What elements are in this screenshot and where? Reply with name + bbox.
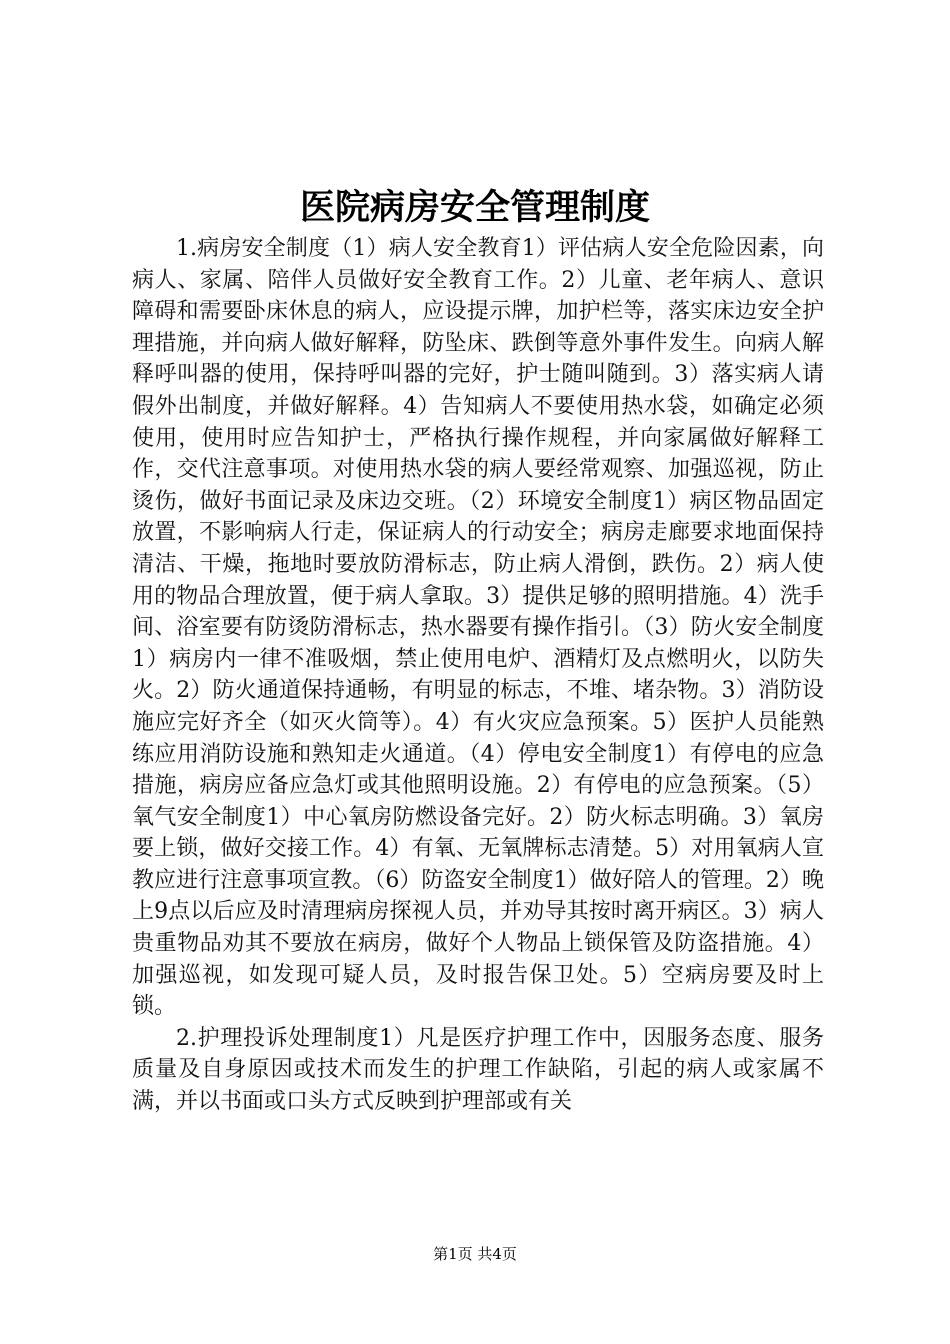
paragraph-ward-safety: 1.病房安全制度（1）病人安全教育1）评估病人安全危险因素，向病人、家属、陪伴人员做好安全教育工作。2）儿童、老年病人、意识障碍和需要卧床休息的病人，应设提示牌，加护栏等，落实床边安全护理措施，并向病人做好解释，防坠床、跌倒等意外事件发生。向病人解释呼叫器的使用，保持呼叫器的完好，护士随叫随到。3）落实病人请假外出制度，并做好解释。4）告知病人不要使用热水袋，如确定必须使用，使用时应告知护士，严格执行操作规程，并向家属做好解释工作，交代注意事项。对使用热水袋的病人要经常观察、加强巡视，防止烫伤，做好书面记录及床边交班。（2）环境安全制度1）病区物品固定放置，不影响病人行走，保证病人的行动安全；病房走廊要求地面保持清洁、干燥，拖地时要放防滑标志，防止病人滑倒，跌伤。2）病人使用的物品合理放置，便于病人拿取。3）提供足够的照明措施。4）洗手间、浴室要有防烫防滑标志，热水器要有操作指引。（3）防火安全制度1）病房内一律不准吸烟，禁止使用电炉、酒精灯及点燃明火，以防失火。2）防火通道保持通畅，有明显的标志，不堆、堵杂物。3）消防设施应完好齐全（如灭火筒等）。4）有火灾应急预案。5）医护人员能熟练应用消防设施和熟知走火通道。（4）停电安全制度1）有停电的应急措施，病房应备应急灯或其他照明设施。2）有停电的应急预案。（5）氧气安全制度1）中心氧房防燃设备完好。2）防火标志明确。3）氧房要上锁，做好交接工作。4）有氧、无氧牌标志清楚。5）对用氧病人宣教应进行注意事项宣教。（6）防盗安全制度1）做好陪人的管理。2）晚上9点以后应及时清理病房探视人员，并劝导其按时离开病区。3）病人贵重物品劝其不要放在病房，做好个人物品上锁保管及防盗措施。4）加强巡视，如发现可疑人员，及时报告保卫处。5）空病房要及时上锁。 bbox=[132, 236, 824, 1020]
paragraph-complaint-handling: 2.护理投诉处理制度1）凡是医疗护理工作中，因服务态度、服务质量及自身原因或技术而发生的护理工作缺陷，引起的病人或家属不满，并以书面或口头方式反映到护理部或有关 bbox=[132, 1025, 824, 1115]
document-body bbox=[132, 233, 824, 1118]
document-title: 医院病房安全管理制度 bbox=[299, 188, 650, 228]
page-number: 第1页 共4页 bbox=[433, 1245, 517, 1263]
